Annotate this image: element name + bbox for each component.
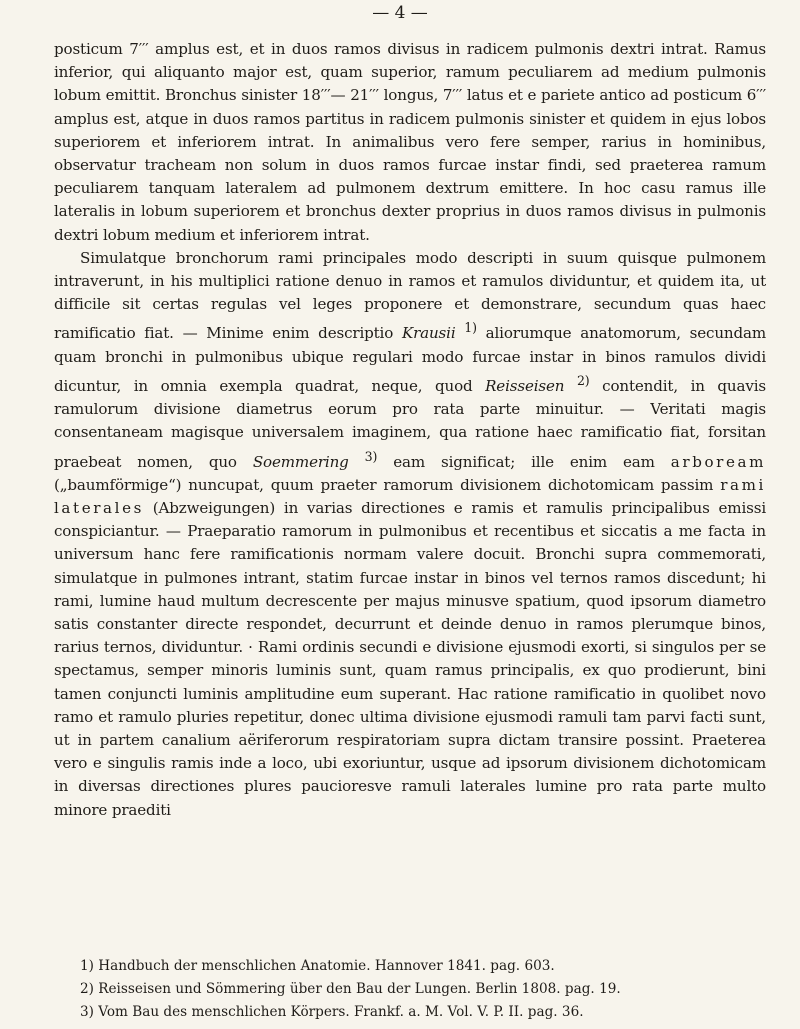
p2-text-6: (Abzweigungen) in varias directiones e ramis et ramulis principalibus emissi conspiciantur. — Praeparatio ramorum in pulmonibus et recentibus et siccatis a me facta in universum hanc fere ramificationis normam valere docuit. Bronchi supra commemorati, simulatque in pulmones intrant, statim furcae instar in binos vel ternos ramos discedunt; hi rami, lumine haud multum decrescente per majus minusve spatium, quod ipsorum diametro satis constanter directe respondet, decurrunt et deinde denuo in ramos plerumque binos, rarius ternos, dividuntur. · Rami ordinis secundi e divisione ejusmodi exorti, si singulos per se spectamus, semper minoris luminis sunt, quam ramus principalis, ex quo prodierunt, bini tamen conjuncti luminis amplitudine eum superant. Hac ratione ramificatio in quolibet novo ramo et ramulo pluries repetitur, donec ultima divisione ejusmodi ramuli tam parvi facti sunt, ut in partem canalium aëriferorum respiratoriam supra dictam transire possint. Praeterea vero e singulis ramis inde a loco, ubi exoriuntur, usque ad ipsorum divisionem dichotomicam in diversas directiones plures paucioresve ramuli laterales lumine pro rata parte multo minore praediti	[54, 498, 766, 819]
author-soemmering: Soemmering	[252, 452, 349, 471]
footnote-1: 1) Handbuch der menschlichen Anatomie. Hannover 1841. pag. 603.	[80, 958, 555, 974]
p2-text-1: Simulatque bronchorum rami principales modo descripti in suum quisque pulmonem intraverunt, in his multiplici ratione denuo in ramos et ramulos dividuntur, et quidem ita, ut difficile sit certas regulas vel leges proponere et demonstrare, secundum quas haec ramificatio fiat. — Minime enim descriptio	[54, 248, 766, 343]
footnote-ref-3: 3)	[364, 448, 378, 464]
p2-text-4: eam significat; ille enim eam	[393, 452, 655, 471]
author-krausii: Krausii	[401, 324, 456, 343]
term-arboream: arboream	[670, 452, 767, 471]
p2-text-3: contendit, in quavis ramulorum divisione diametrus eorum pro rata parte minuitur. — Veritati magis consentaneam magisque universalem imaginem, qua ratione haec ramificatio fiat, forsitan praebeat nomen, quo	[54, 376, 766, 471]
footnote-ref-1: 1)	[464, 320, 477, 336]
p2-text-2: aliorumque anatomorum, secundam quam bronchi in pulmonibus ubique regulari modo furcae instar in binos ramulos dividi dicuntur, in omnia exempla quadrat, neque, quod	[54, 324, 766, 395]
p2-text-5: („baumförmige“) nuncupat, quum praeter ramorum divisionem dichotomicam passim	[54, 475, 714, 494]
footnote-2: 2) Reisseisen und Sömmering über den Bau der Lungen. Berlin 1808. pag. 19.	[80, 981, 621, 997]
paragraph-2	[54, 247, 766, 822]
paragraph-1-text: posticum 7′′′ amplus est, et in duos ramos divisus in radicem pulmonis dextri intrat. Ramus inferior, qui aliquanto major est, quam superior, ramum peculiarem ad medium pulmonis lobum emittit. Bronchus sinister 18′′′— 21′′′ longus, 7′′′ latus et e pariete antico ad posticum 6′′′ amplus est, atque in duos ramos partitus in radicem pulmonis sinister et quidem in ejus lobos superiorem et inferiorem intrat. In animalibus vero fere semper, rarius in hominibus, observatur tracheam non solum in duos ramos furcae instar findi, sed praeterea ramum peculiarem tanquam lateralem ad pulmonem dextrum emittere. In hoc casu ramus ille lateralis in lobum superiorem et bronchus dexter proprius in duos ramos divisus in pulmonis dextri lobum medium et inferiorem intrat.	[54, 40, 766, 244]
footnote-3: 3) Vom Bau des menschlichen Körpers. Frankf. a. M. Vol. V. P. II. pag. 36.	[80, 1004, 584, 1020]
page-number: — 4 —	[372, 3, 428, 23]
footnote-ref-2: 2)	[576, 372, 590, 388]
main-text	[54, 38, 766, 822]
author-reisseisen: Reisseisen	[485, 376, 565, 395]
footnotes	[80, 955, 770, 1024]
term-rami-laterales: rami laterales	[54, 475, 766, 517]
paragraph-1	[54, 38, 766, 247]
